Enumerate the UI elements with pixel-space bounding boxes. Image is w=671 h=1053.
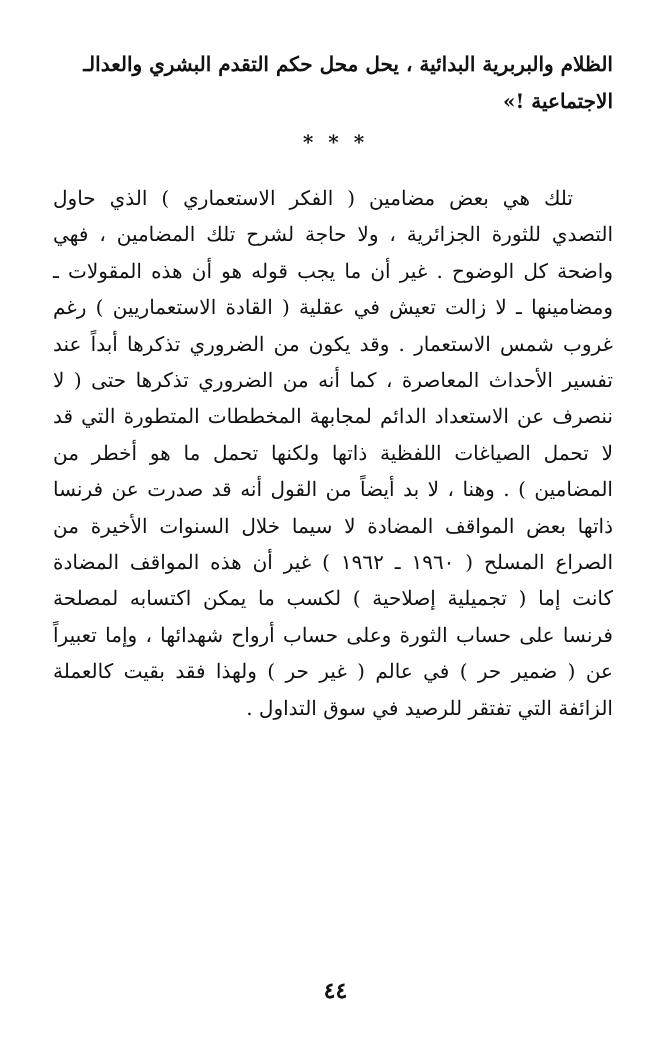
text-line: واضحة كل الوضوح . غير أن ما يجب قوله هو أن هذه المقولات ـ <box>53 258 613 283</box>
text-line: الصراع المسلح ( ١٩٦٠ ـ ١٩٦٢ ) غير أن هذه المواقف المضادة <box>53 550 613 575</box>
section-separator: * * * <box>302 130 369 154</box>
text-line: ذاتها بعض المواقف المضادة لا سيما خلال السنوات الأخيرة من <box>53 513 613 538</box>
text-line: غروب شمس الاستعمار . وقد يكون من الضروري تذكرها أبداً عند <box>53 331 613 356</box>
text-line: الزائفة التي تفتقر للرصيد في سوق التداول . <box>246 695 613 720</box>
text-line: فرنسا على حساب الثورة وعلى حساب أرواح شهدائها ، وإما تعبيراً <box>53 622 613 647</box>
continued-paragraph <box>53 46 613 120</box>
text-line: عن ( ضمير حر ) في عالم ( غير حر ) ولهذا فقد بقيت كالعملة <box>53 659 613 684</box>
text-line: التصدي للثورة الجزائرية ، ولا حاجة لشرح تلك المضامين ، فهي <box>53 222 613 247</box>
text-line: الاجتماعية !» <box>503 89 613 113</box>
main-paragraph <box>53 180 613 726</box>
page-number: ٤٤ <box>323 978 348 1004</box>
text-line: الظلام والبربرية البدائية ، يحل محل حكم التقدم البشري والعدالـ <box>83 52 613 76</box>
text-line: كانت إما ( تجميلية إصلاحية ) لكسب ما يمكن اكتسابه لمصلحة <box>53 586 613 611</box>
text-line: ننصرف عن الاستعداد الدائم لمجابهة المخططات المتطورة التي قد <box>53 404 613 429</box>
text-line: تفسير الأحداث المعاصرة ، كما أنه من الضروري تذكرها حتى ( لا <box>53 368 613 393</box>
text-line: لا تحمل الصياغات اللفظية ذاتها ولكنها تحمل ما هو أخطر من <box>53 440 613 465</box>
text-line: المضامين ) . وهنا ، لا بد أيضاً من القول أنه قد صدرت عن فرنسا <box>53 477 613 502</box>
text-line: ومضامينها ـ لا زالت تعيش في عقلية ( القادة الاستعماريين ) رغم <box>53 295 613 320</box>
text-line: تلك هي بعض مضامين ( الفكر الاستعماري ) الذي حاول <box>53 186 573 210</box>
